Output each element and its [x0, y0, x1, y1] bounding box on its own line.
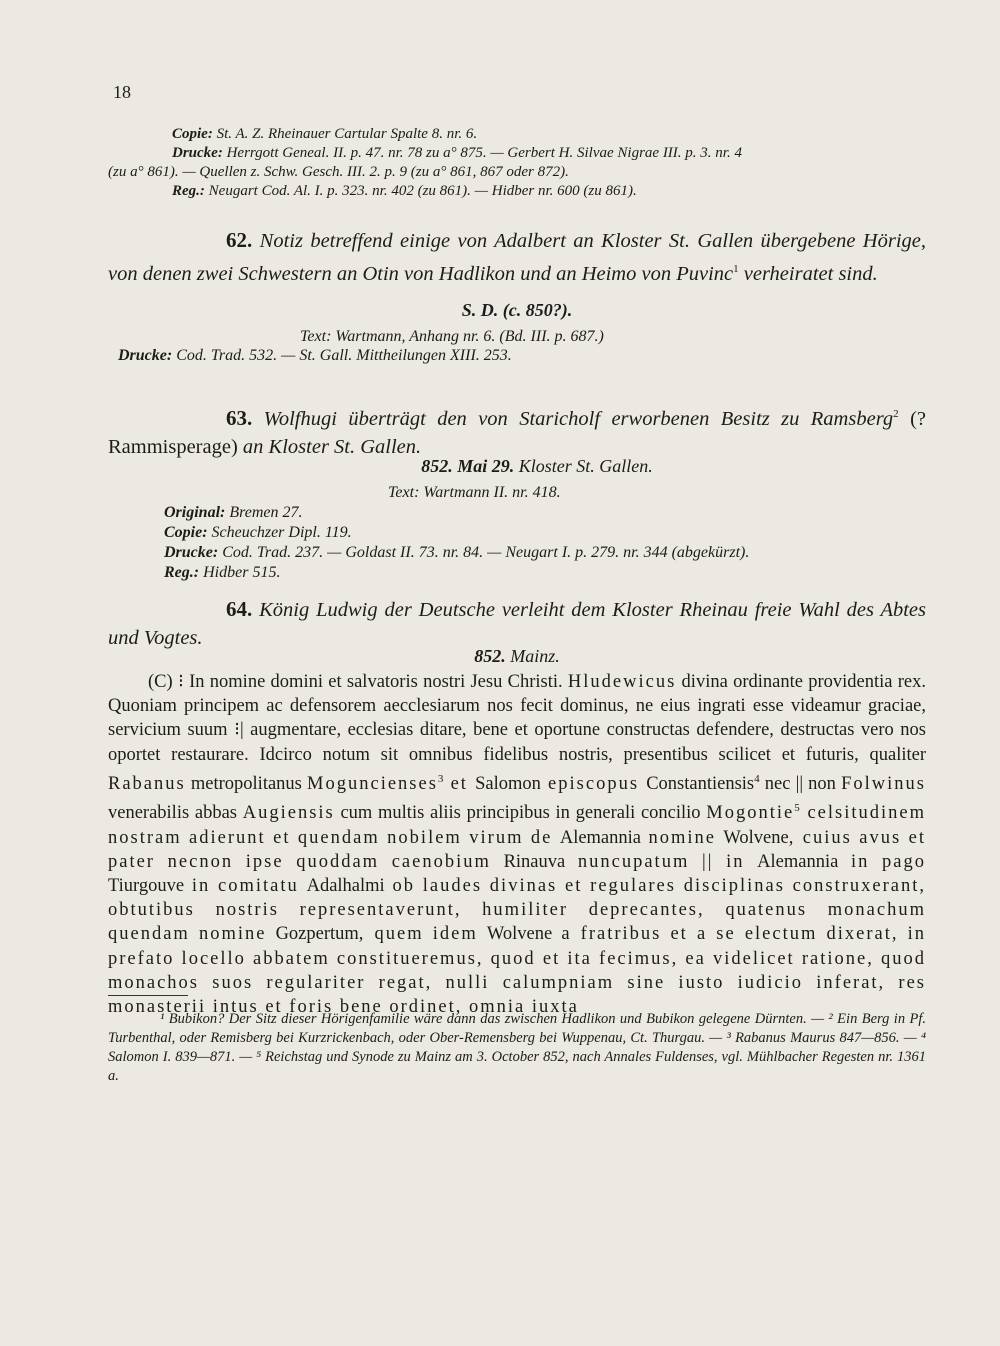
body-segment: Alemannia	[559, 827, 641, 848]
spaced-name: episcopus	[540, 773, 647, 794]
doc62-text-source	[108, 327, 926, 365]
doc62-text-label: Text:	[300, 328, 332, 345]
page-number: 18	[113, 82, 131, 102]
spaced-name: Folwinus	[841, 773, 926, 794]
body-segment: cum multis aliis principibus in generali concilio	[334, 803, 707, 824]
doc63-text-label: Text:	[388, 484, 420, 501]
spaced-name: , cuius avus et pater necnon ipse quoddam caenobium	[108, 827, 926, 872]
doc64-title: König Ludwig der Deutsche verleiht dem Kloster Rheinau freie Wahl des Abtes und Vogtes.	[108, 599, 927, 649]
spaced-name: in pago	[838, 851, 926, 872]
body-segment: metropolitanus	[185, 773, 308, 794]
doc63-sources: Text: Wartmann II. nr. 418. Original: Bremen 27. Copie: Scheuchzer Dipl. 119. Drucke: Cod. Trad. 237. — Goldast II. 73. nr. 84. — Neugart I. p. 279. nr. 344 (abgekürzt). Reg.: Hidber 515.	[164, 484, 750, 581]
footnote-text: ¹ Bubikon? Der Sitz dieser Hörigenfamilie wäre dann das zwischen Hadlikon und Bubikon gelegene Dürnten. — ² Ein Berg in Pf. Turbenthal, oder Remisberg bei Kurzrickenbach, oder Ober-Remensberg bei Wuppenau, Ct. Thurgau. — ³ Rabanus Maurus 847—856. — ⁴ Salomon I. 839—871. — ⁵ Reichstag und Synode zu Mainz am 3. October 852, nach Annales Fuldenses, vgl. Mühlbacher Regesten nr. 1361 a.	[108, 1011, 926, 1084]
doc62-title: Notiz betreffend einige von Adalbert an Kloster St. Gallen übergebene Hörige, von denen zwei Schwestern an Otin von Hadlikon und an Heimo von Puvinc	[108, 230, 927, 285]
doc63-number: 63.	[226, 405, 253, 430]
spaced-name: celsitudinem nostram adierunt et quendam nobilem virum de	[108, 803, 926, 848]
doc63-heading	[108, 400, 926, 461]
spaced-name: , quem idem	[358, 924, 487, 945]
spaced-name: et	[443, 773, 476, 794]
sources-61	[108, 125, 926, 201]
footnote-ref: 5	[794, 802, 800, 815]
spaced-name: Augiensis	[242, 803, 335, 824]
spaced-name: in comitatu	[184, 875, 307, 896]
body-segment: divina ordinante providentia rex. Quoniam principem ac defensorem aecclesiarum nos fecit dominus, ne eius ingrati esse videamur graciae, servicium suum ⁝| augmentare, ecclesias ditare, bene et oportune constructas defendere, destructas vero nos oportet restaurare. Idcirco notum sit omnibus fidelibus nostris, presentibus scilicet et futuris, qualiter	[108, 672, 927, 765]
drucke-text: Herrgott Geneal. II. p. 47. nr. 78 zu a° 875. — Gerbert H. Silvae Nigrae III. p. 3. nr. 4	[226, 145, 742, 161]
doc62-title-end: verheiratet sind.	[743, 262, 878, 285]
body-segment: Gozpertum	[275, 924, 359, 945]
spaced-name: nomine	[641, 827, 724, 848]
spaced-name: Mogontie	[706, 803, 795, 824]
footnote-rule	[108, 995, 188, 996]
reg-text: Neugart Cod. Al. I. p. 323. nr. 402 (zu 861). — Hidber nr. 600 (zu 861).	[208, 183, 637, 199]
drucke-label: Drucke:	[172, 145, 223, 161]
doc62-text-value: Wartmann, Anhang nr. 6. (Bd. III. p. 687.)	[335, 328, 604, 345]
copie-label: Copie:	[172, 126, 213, 142]
doc63-text-value: Wartmann II. nr. 418.	[423, 484, 561, 501]
doc62-drucke-text: Cod. Trad. 532. — St. Gall. Mittheilungen XIII. 253.	[176, 347, 512, 364]
doc64-heading	[108, 595, 926, 652]
spaced-name: Rabanus	[108, 773, 186, 794]
spaced-name: a fratribus et a se electum dixerat, in prefato locello abbatem constitueremus, quod et ita fecimus, ea videlicet ratione, quod monachos suos regulariter regat, nulli calumpniam sine iusto iudicio inferat, res monasterii intus et foris bene ordinet, omnia iuxta	[108, 924, 927, 1017]
spaced-name: ob laudes divinas et regulares disciplinas construxerant, obtutibus nostris representaverunt, humiliter deprecantes, quatenus monachum quendam nomine	[108, 875, 926, 945]
footnote-ref-2: 2	[893, 408, 899, 420]
body-segment: (C) ⁝ In nomine domini et salvatoris nostri Jesu Christi.	[148, 672, 568, 692]
doc63-title: Wolfhugi überträgt den von Staricholf erworbenen Besitz zu Ramsberg	[263, 407, 894, 430]
body-segment: Wolvene	[486, 924, 553, 945]
footnote-ref: 4	[754, 772, 760, 785]
body-segment: Rinauva	[503, 851, 566, 872]
body-segment: Alemannia	[757, 851, 839, 872]
body-segment: Adalhalmi	[306, 875, 385, 896]
body-segment: venerabilis abbas	[108, 803, 243, 824]
doc64-number: 64.	[226, 597, 253, 621]
doc62-heading	[108, 226, 926, 288]
doc63-date: 852. Mai 29. Kloster St. Gallen.	[421, 456, 653, 476]
body-segment: nec || non	[759, 773, 842, 794]
body-segment: Tiurgouve	[108, 875, 185, 896]
drucke-cont: (zu a° 861). — Quellen z. Schw. Gesch. III. 2. p. 9 (zu a° 861, 867 oder 872).	[108, 164, 569, 180]
footnote-ref-1: 1	[733, 263, 739, 275]
spaced-name: Moguncienses	[307, 773, 438, 794]
doc62-drucke-label: Drucke:	[118, 347, 173, 364]
reg-label: Reg.:	[172, 183, 205, 199]
body-segment: Salomon	[475, 773, 541, 794]
copie-text: St. A. Z. Rheinauer Cartular Spalte 8. nr. 6.	[216, 126, 478, 142]
doc63-title-end: an Kloster St. Gallen.	[242, 435, 422, 458]
footnotes	[108, 1010, 926, 1086]
spaced-name: nuncupatum || in	[565, 851, 758, 872]
body-segment: Constantiensis	[646, 773, 755, 794]
doc63-title-upright: (? Rammisperage)	[108, 407, 927, 458]
spaced-name: Hludewicus	[567, 672, 677, 692]
doc64-body	[108, 670, 926, 1019]
doc64-date: 852. Mainz.	[474, 646, 560, 666]
doc62-number: 62.	[226, 228, 253, 252]
doc62-date: S. D. (c. 850?).	[461, 300, 573, 320]
body-segment: Wolvene	[723, 827, 789, 848]
footnote-ref: 3	[437, 772, 444, 785]
